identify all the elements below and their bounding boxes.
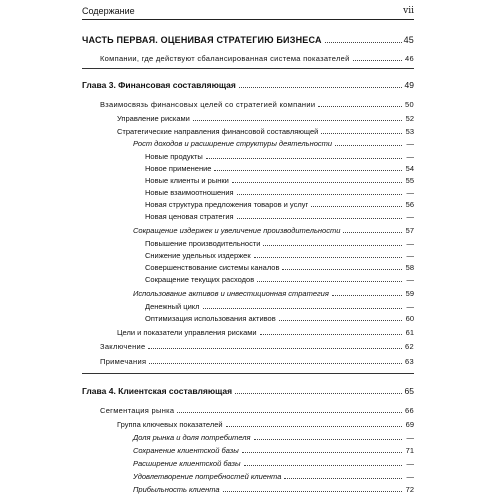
toc-entry-page: — [406,459,414,468]
section-rule [82,68,414,69]
dot-leader [260,334,402,335]
toc-entry-title: Новые продукты [145,152,203,161]
dot-leader [254,439,402,440]
dot-leader [343,232,402,233]
toc-entry[interactable] [145,238,414,249]
toc-entry[interactable] [117,126,414,137]
dot-leader [335,145,402,146]
dot-leader [311,206,402,207]
toc-entry[interactable] [145,313,414,324]
dot-leader [332,295,402,296]
toc-entry-page: 52 [405,114,414,123]
dot-leader [235,393,402,394]
dot-leader [284,478,402,479]
toc-entry-page: — [406,212,414,221]
dot-leader [177,412,402,413]
toc-entry-page: 63 [405,357,414,366]
dot-leader [242,452,402,453]
toc-entry-title: Повышение производительности [145,239,261,248]
toc-entry-title: Новая структура предложения товаров и услуг [145,200,309,209]
toc-entry-title: Денежный цикл [145,302,200,311]
toc-entry[interactable] [145,199,414,210]
toc-entry-title: Новое применение [145,164,212,173]
toc-entry-part-1[interactable] [82,33,414,46]
toc-entry[interactable] [145,211,414,222]
toc-entry-page: — [406,433,414,442]
dot-leader [244,465,402,466]
section-rule [82,373,414,374]
dot-leader [254,257,402,258]
toc-entry[interactable] [117,327,414,338]
toc-entry-page: 60 [405,314,414,323]
toc-entry[interactable] [145,151,414,162]
dot-leader [232,182,402,183]
page-header [82,5,414,20]
dot-leader [263,245,402,246]
toc-entry-title: Сегментация рынка [100,406,175,415]
toc-entry[interactable] [145,274,414,285]
toc-entry-page: 71 [405,446,414,455]
toc-entry-title: Сохранение клиентской базы [133,446,239,455]
dot-leader [148,348,402,349]
dot-leader [318,106,402,107]
toc-entry-title: Глава 3. Финансовая составляющая [82,80,236,90]
toc-entry-notes[interactable] [100,356,414,367]
dot-leader [282,269,402,270]
toc-entry-page: 49 [404,80,414,90]
dot-leader [206,158,402,159]
toc-entry-conclusion[interactable] [100,341,414,352]
dot-leader [279,320,402,321]
dot-leader [193,120,402,121]
toc-entry-title: Сокращение издержек и увеличение производительности [133,226,341,235]
toc-entry-page: 46 [405,54,414,63]
dot-leader [353,60,402,61]
toc-entry-page: 50 [405,100,414,109]
toc-entry-page: 61 [405,328,414,337]
toc-entry-page: 69 [405,420,414,429]
page-number: vii [403,6,414,16]
toc-entry[interactable] [133,138,414,149]
toc-entry-title: Прибыльность клиента [133,485,220,494]
toc-entry-title: Удовлетворение потребностей клиента [133,472,282,481]
toc-entry-title: Новая ценовая стратегия [145,212,234,221]
toc-entry-page: 56 [405,200,414,209]
toc-entry[interactable] [117,113,414,124]
toc-entry-title: Оптимизация использования активов [145,314,276,323]
toc-entry-title: Цели и показатели управления рисками [117,328,257,337]
toc-entry[interactable] [133,225,414,236]
toc-entry-page: — [406,152,414,161]
toc-entry[interactable] [100,99,414,110]
toc-entry-title: Новые клиенты и рынки [145,176,229,185]
toc-entry-title: Примечания [100,357,147,366]
toc-entry[interactable] [145,262,414,273]
toc-entry-page: 66 [405,406,414,415]
toc-entry-title: Взаимосвязь финансовых целей со стратегией компании [100,100,316,109]
toc-entry-companies[interactable] [100,53,414,64]
toc-entry-chapter-3[interactable] [82,79,414,91]
toc-entry[interactable] [117,419,414,430]
toc-entry-title: ЧАСТЬ ПЕРВАЯ. ОЦЕНИВАЯ СТРАТЕГИЮ БИЗНЕСА [82,35,322,45]
toc-entry-page: — [406,302,414,311]
toc-entry-page: 59 [405,289,414,298]
dot-leader [226,426,402,427]
dot-leader [149,363,402,364]
toc-entry-page: 53 [405,127,414,136]
dot-leader [214,170,402,171]
toc-entry-page: — [406,251,414,260]
toc-entry-title: Использование активов и инвестиционная стратегия [133,289,329,298]
toc-entry-page: — [406,275,414,284]
toc-entry-title: Заключение [100,342,146,351]
toc-entry[interactable] [145,301,414,312]
toc-entry-page: 45 [403,35,414,45]
toc-entry-title: Группа ключевых показателей [117,420,223,429]
dot-leader [239,87,402,88]
toc-entry-page: — [406,139,414,148]
toc-entry[interactable] [133,471,414,482]
toc-entry-page: — [406,239,414,248]
toc-entry-page: 55 [405,176,414,185]
toc-entry-title: Управление рисками [117,114,190,123]
toc-entry[interactable] [145,187,414,198]
toc-entry[interactable] [145,250,414,261]
toc-entry-title: Рост доходов и расширение структуры деятельности [133,139,333,148]
toc-entry-chapter-4[interactable] [82,385,414,397]
toc-entry-page: 65 [404,386,414,396]
dot-leader [237,194,402,195]
running-title: Содержание [82,6,135,16]
dot-leader [325,42,402,43]
toc-entry[interactable] [133,458,414,469]
toc-entry-title: Расширение клиентской базы [133,459,241,468]
toc-entry-title: Глава 4. Клиентская составляющая [82,386,233,396]
toc-entry-page: 57 [405,226,414,235]
toc-entry[interactable] [133,484,414,495]
dot-leader [223,491,402,492]
dot-leader [237,218,402,219]
toc-entry-title: Стратегические направления финансовой составляющей [117,127,319,136]
toc-entry[interactable] [133,432,414,443]
toc-entry[interactable] [133,445,414,456]
toc-entry-title: Совершенствование системы каналов [145,263,280,272]
toc-entry-page: 72 [405,485,414,494]
toc-entry-page: 58 [405,263,414,272]
toc-entry-title: Доля рынка и доля потребителя [133,433,251,442]
dot-leader [321,133,402,134]
toc-entry-title: Компании, где действуют сбалансированная система показателей [100,54,350,63]
dot-leader [257,281,402,282]
toc-entry-page: 54 [405,164,414,173]
toc-entry-page: — [406,188,414,197]
toc-entry[interactable] [145,163,414,174]
toc-entry-page: — [406,472,414,481]
toc-entry-title: Снижение удельных издержек [145,251,251,260]
toc-entry-title: Сокращение текущих расходов [145,275,255,284]
toc-entry-page: 62 [405,342,414,351]
toc-entry[interactable] [145,175,414,186]
toc-entry-title: Новые взаимоотношения [145,188,234,197]
toc-entry[interactable] [100,405,414,416]
toc-entry[interactable] [133,288,414,299]
dot-leader [203,308,402,309]
